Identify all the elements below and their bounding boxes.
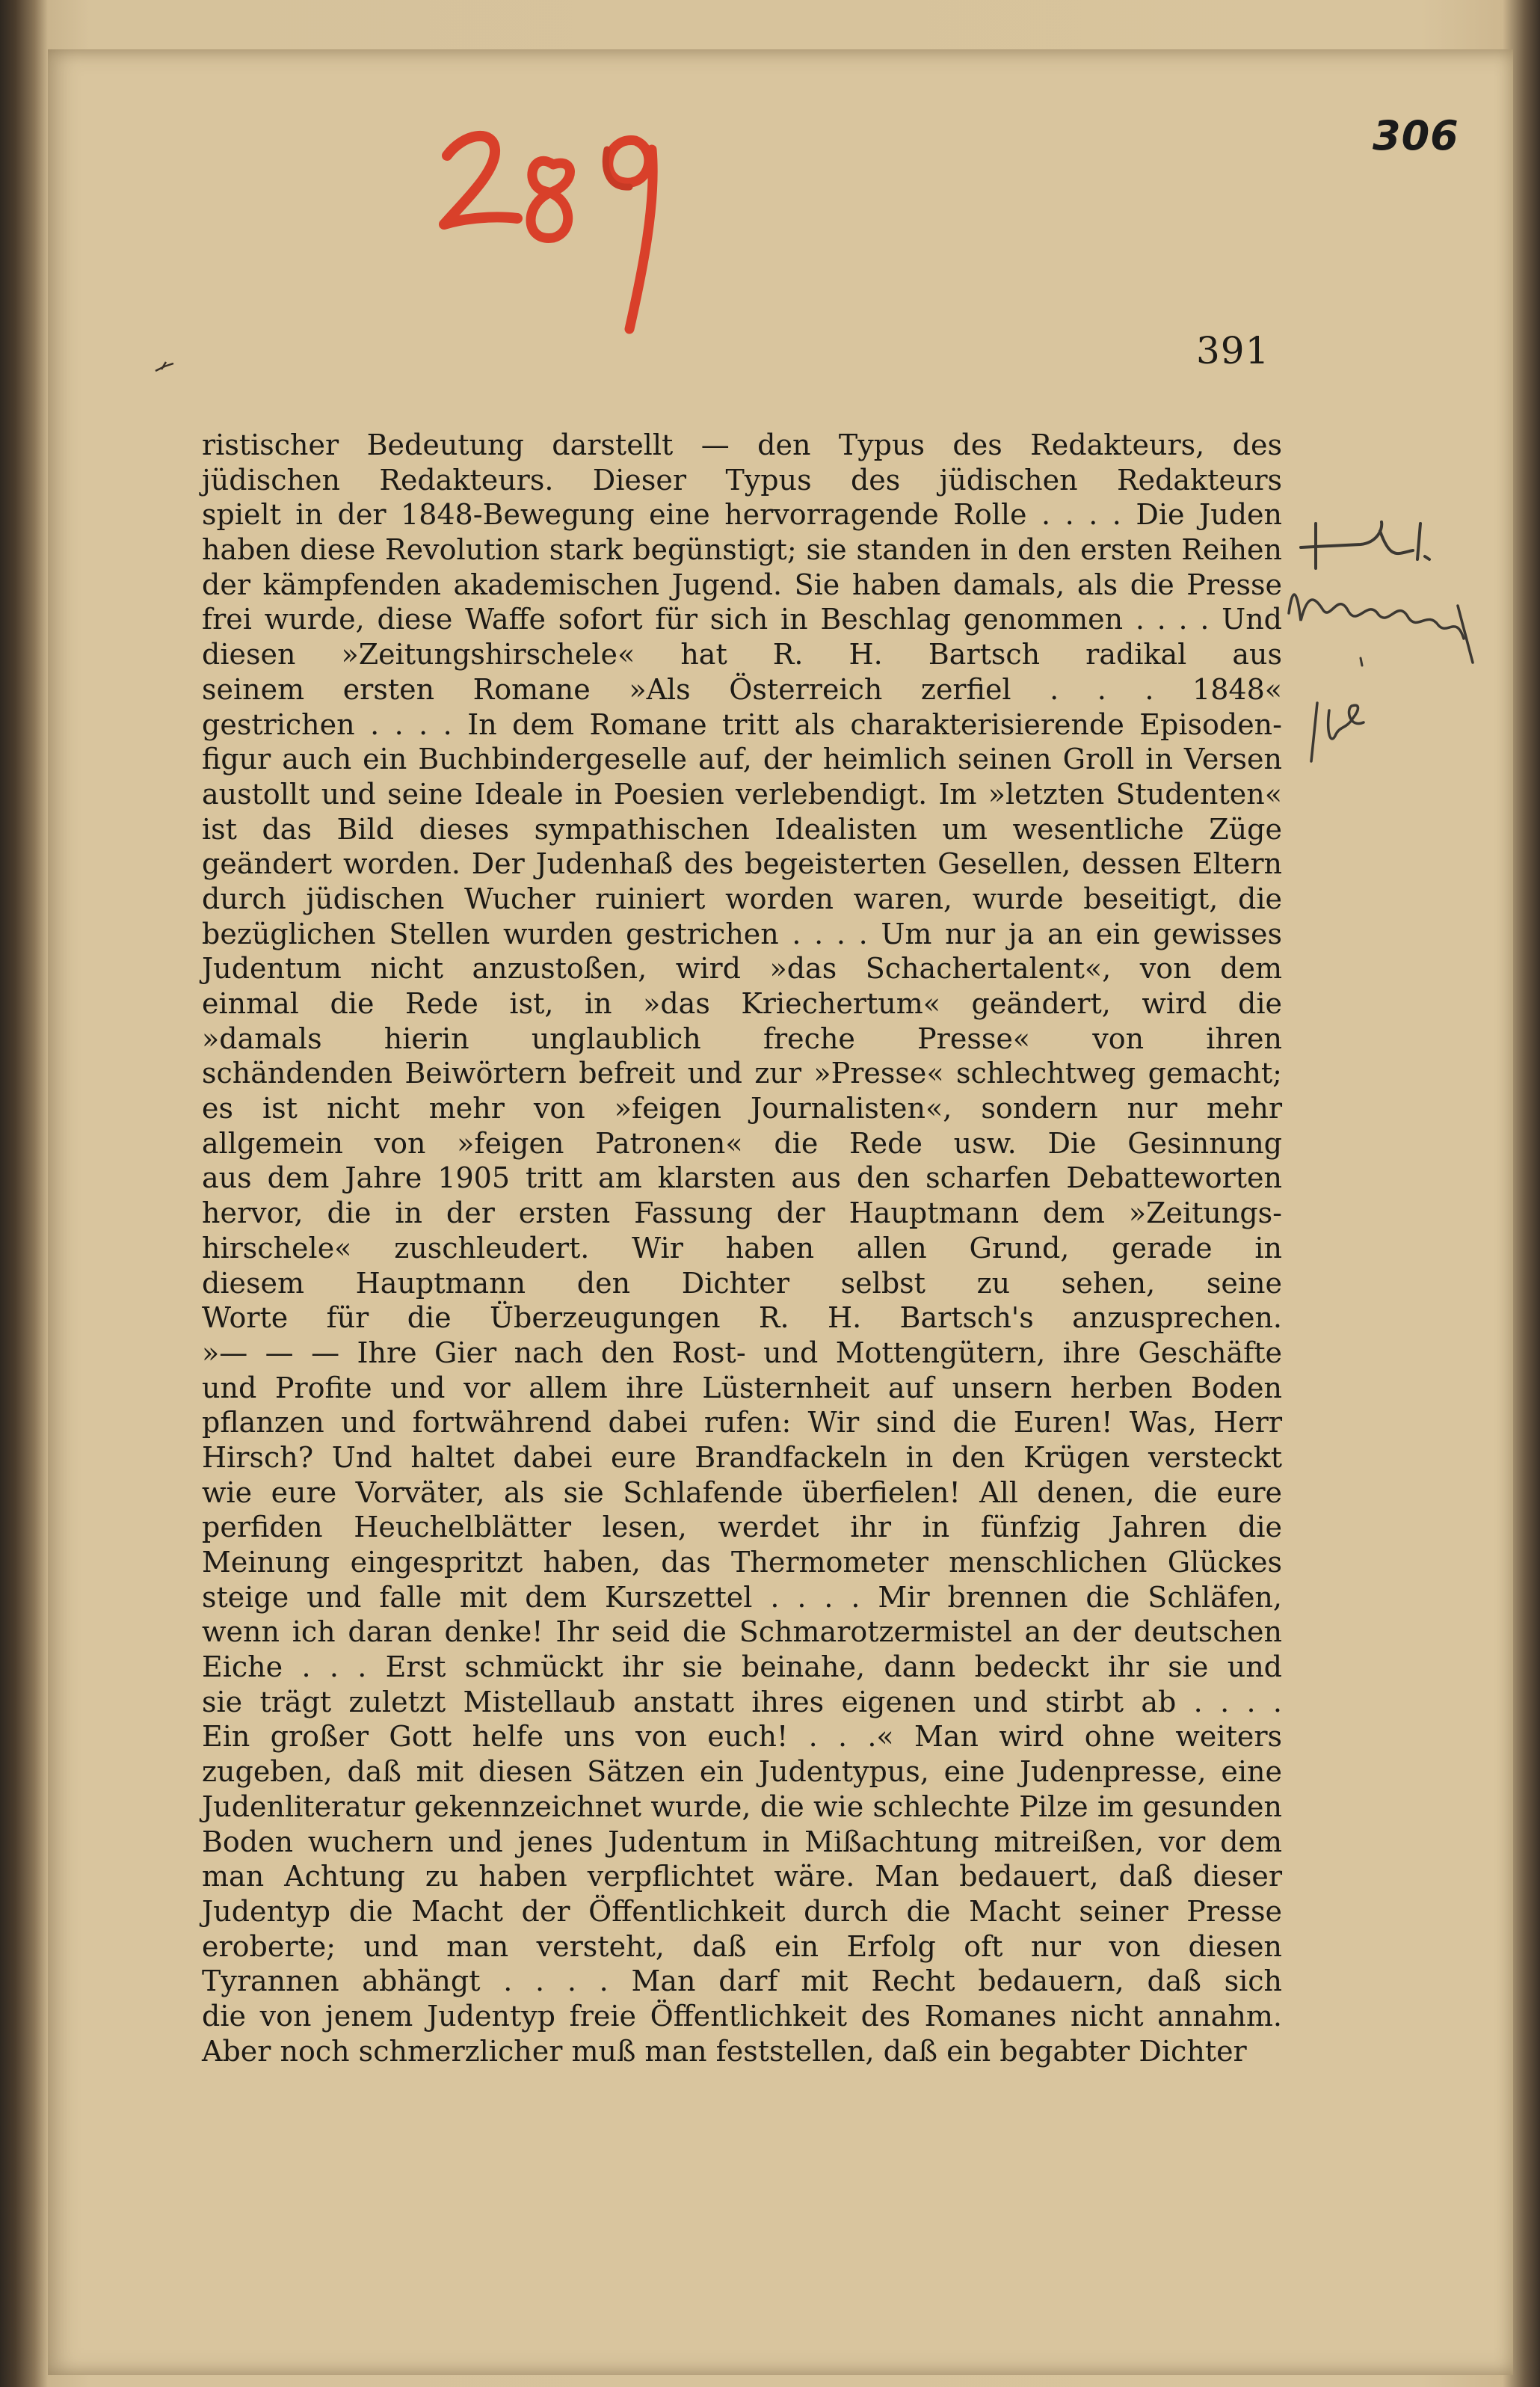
text-line: jüdischen Redakteurs. Dieser Typus des jüdischen Redakteurs — [202, 463, 1282, 497]
text-line: und Profite und vor allem ihre Lüsternheit auf unsern herben Boden — [202, 1371, 1282, 1404]
text-line: haben diese Revolution stark begünstigt; sie standen in den ersten Reihen — [202, 533, 1282, 567]
text-line: pflanzen und fortwährend dabei rufen: Wir sind die Euren! Was, Herr — [202, 1406, 1282, 1440]
text-line: sie trägt zuletzt Mistellaub anstatt ihres eigenen und stirbt ab . . . . — [202, 1685, 1282, 1718]
text-line: man Achtung zu haben verpflichtet wäre. Man bedauert, daß dieser — [202, 1860, 1282, 1893]
text-line: durch jüdischen Wucher ruiniert worden waren, wurde beseitigt, die — [202, 882, 1282, 915]
ink-speck — [154, 360, 176, 375]
text-line: diesem Hauptmann den Dichter selbst zu sehen, seine — [202, 1266, 1282, 1300]
text-line: Worte für die Überzeugungen R. H. Bartsch's anzusprechen. — [202, 1301, 1282, 1335]
text-line: austollt und seine Ideale in Poesien verlebendigt. Im »letzten Studenten« — [202, 777, 1282, 811]
text-line: Eiche . . . Erst schmückt ihr sie beinahe, dann bedeckt ihr sie und — [202, 1650, 1282, 1684]
text-line: hirschele« zuschleudert. Wir haben allen Grund, gerade in — [202, 1231, 1282, 1265]
text-line: seinem ersten Romane »Als Österreich zerfiel . . . 1848« — [202, 672, 1282, 706]
text-line: zugeben, daß mit diesen Sätzen ein Judentypus, eine Judenpresse, eine — [202, 1755, 1282, 1789]
text-line: Judentum nicht anzustoßen, wird »das Schachertalent«, von dem — [202, 952, 1282, 986]
text-line: einmal die Rede ist, in »das Kriechertum« geändert, wird die — [202, 987, 1282, 1020]
text-line: »— — — Ihre Gier nach den Rost- und Mottengütern, ihre Geschäfte — [202, 1336, 1282, 1369]
text-line: figur auch ein Buchbindergeselle auf, der heimlich seinen Groll in Versen — [202, 743, 1282, 776]
red-ink-page-number — [434, 120, 703, 337]
archive-number: 306 — [1373, 112, 1459, 159]
text-line: Judentyp die Macht der Öffentlichkeit durch die Macht seiner Presse — [202, 1894, 1282, 1928]
text-line: wie eure Vorväter, als sie Schlafende überfielen! All denen, die eure — [202, 1475, 1282, 1509]
text-line: der kämpfenden akademischen Jugend. Sie haben damals, als die Presse — [202, 568, 1282, 601]
text-line: Boden wuchern und jenes Judentum in Mißachtung mitreißen, vor dem — [202, 1825, 1282, 1858]
text-line: aus dem Jahre 1905 tritt am klarsten aus den scharfen Debatteworten — [202, 1161, 1282, 1195]
pencil-margin-annotation — [1286, 479, 1510, 867]
text-line: die von jenem Judentyp freie Öffentlichkeit des Romanes nicht annahm. — [202, 1999, 1282, 2033]
text-line: steige und falle mit dem Kurszettel . . . . Mir brennen die Schläfen, — [202, 1580, 1282, 1614]
text-line: perfiden Heuchelblätter lesen, werdet ihr in fünfzig Jahren die — [202, 1511, 1282, 1544]
body-text — [202, 428, 1282, 2068]
text-line: allgemein von »feigen Patronen« die Rede usw. Die Gesinnung — [202, 1126, 1282, 1160]
text-line: Judenliteratur gekennzeichnet wurde, die wie schlechte Pilze im gesunden — [202, 1790, 1282, 1823]
text-line: Meinung eingespritzt haben, das Thermometer menschlichen Glückes — [202, 1546, 1282, 1579]
text-line: eroberte; und man versteht, daß ein Erfolg oft nur von diesen — [202, 1929, 1282, 1963]
text-line: bezüglichen Stellen wurden gestrichen . . . . Um nur ja an ein gewisses — [202, 917, 1282, 950]
text-line: wenn ich daran denke! Ihr seid die Schmarotzermistel an der deutschen — [202, 1615, 1282, 1649]
text-line: ristischer Bedeutung darstellt — den Typus des Redakteurs, des — [202, 428, 1282, 461]
text-line: frei wurde, diese Waffe sofort für sich in Beschlag genommen . . . . Und — [202, 603, 1282, 636]
text-line: spielt in der 1848-Bewegung eine hervorragende Rolle . . . . Die Juden — [202, 498, 1282, 532]
text-line: schändenden Beiwörtern befreit und zur »Presse« schlechtweg gemacht; — [202, 1057, 1282, 1090]
text-line: geändert worden. Der Judenhaß des begeisterten Gesellen, dessen Eltern — [202, 847, 1282, 881]
text-line: hervor, die in der ersten Fassung der Hauptmann dem »Zeitungs- — [202, 1196, 1282, 1230]
text-line: »damals hierin unglaublich freche Presse« von ihren — [202, 1022, 1282, 1055]
text-line: es ist nicht mehr von »feigen Journalisten«, sondern nur mehr — [202, 1092, 1282, 1125]
text-line: diesen »Zeitungshirschele« hat R. H. Bartsch radikal aus — [202, 638, 1282, 672]
text-line: Hirsch? Und haltet dabei eure Brandfackeln in den Krügen versteckt — [202, 1440, 1282, 1474]
text-line: ist das Bild dieses sympathischen Idealisten um wesentliche Züge — [202, 812, 1282, 846]
page-number: 391 — [1196, 329, 1270, 372]
text-line: Tyrannen abhängt . . . . Man darf mit Recht bedauern, daß sich — [202, 1964, 1282, 1998]
text-line: gestrichen . . . . In dem Romane tritt als charakterisierende Episoden- — [202, 707, 1282, 741]
text-line: Aber noch schmerzlicher muß man feststellen, daß ein begabter Dichter — [202, 2034, 1247, 2068]
text-line: Ein großer Gott helfe uns von euch! . . .« Man wird ohne weiters — [202, 1720, 1282, 1754]
